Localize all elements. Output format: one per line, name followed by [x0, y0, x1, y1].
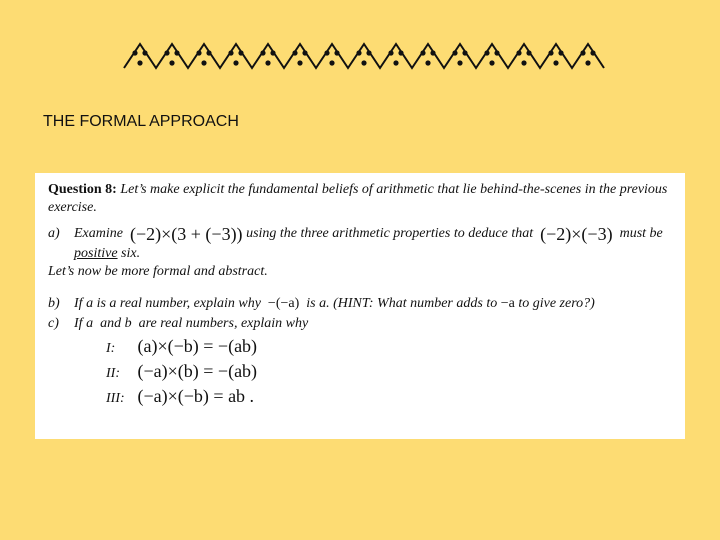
zigzag-dot: [164, 50, 169, 55]
part-a-text1: Examine: [74, 226, 123, 241]
part-b-expr2: −a: [500, 296, 515, 311]
question-intro-text: Let’s make explicit the fundamental beliefs of arithmetic that lie behind-the-scenes in the previous exercise.: [48, 182, 668, 215]
zigzag-dot: [334, 50, 339, 55]
part-c-var1: a: [86, 316, 94, 331]
part-b-label: b): [48, 296, 60, 311]
part-c-text3: are real numbers, explain why: [138, 316, 309, 331]
zigzag-dot: [452, 50, 457, 55]
part-b: [48, 295, 673, 313]
zigzag-dot: [516, 50, 521, 55]
part-a-label: a): [48, 226, 60, 241]
part-b-text4: . (HINT: What number adds to: [326, 296, 498, 311]
zigzag-dot: [393, 60, 398, 65]
zigzag-dot: [238, 50, 243, 55]
zigzag-dot: [265, 60, 270, 65]
zigzag-dot: [292, 50, 297, 55]
part-a-expr1: (−2)×(3 + (−3)): [129, 224, 243, 244]
zigzag-dot: [228, 50, 233, 55]
zigzag-dot: [521, 60, 526, 65]
question-title: Question 8:: [48, 182, 117, 197]
part-c-label: c): [48, 316, 59, 331]
zigzag-dot: [585, 60, 590, 65]
part-b-text5: to give zero?): [518, 296, 595, 311]
part-c-item-number: II:: [106, 366, 120, 381]
part-b-var2: a: [319, 296, 327, 311]
zigzag-dot: [430, 50, 435, 55]
part-c-item-expr: (−a)×(−b) = ab .: [137, 386, 255, 406]
zigzag-dot: [425, 60, 430, 65]
part-a-text2: using the three arithmetic properties to deduce that: [246, 226, 534, 241]
zigzag-dot: [297, 60, 302, 65]
zigzag-dot: [302, 50, 307, 55]
zigzag-dot: [260, 50, 265, 55]
zigzag-dot: [489, 60, 494, 65]
zigzag-dot: [329, 60, 334, 65]
zigzag-dot: [356, 50, 361, 55]
zigzag-dot: [484, 50, 489, 55]
part-c-text1: If: [74, 316, 83, 331]
question-panel: [35, 173, 685, 439]
zigzag-dot: [361, 60, 366, 65]
part-c: [48, 315, 673, 408]
zigzag-dot: [233, 60, 238, 65]
zigzag-dot: [137, 60, 142, 65]
zigzag-dot: [558, 50, 563, 55]
zigzag-dot: [201, 60, 206, 65]
part-c-item: [48, 362, 673, 383]
zigzag-dot: [174, 50, 179, 55]
zigzag-dot: [398, 50, 403, 55]
zigzag-dot: [270, 50, 275, 55]
zigzag-dot: [553, 60, 558, 65]
zigzag-dot: [132, 50, 137, 55]
zigzag-dot: [494, 50, 499, 55]
question-intro: [48, 181, 673, 217]
zigzag-dots-border: [118, 38, 614, 74]
zigzag-dot: [580, 50, 585, 55]
part-b-text2: is a real number, explain why: [96, 296, 261, 311]
zigzag-dot: [420, 50, 425, 55]
part-b-expr: −(−a): [267, 296, 300, 311]
zigzag-dot: [590, 50, 595, 55]
part-a-text3: must be: [619, 226, 663, 241]
part-a-text4: six.: [121, 246, 141, 261]
part-c-var2: b: [124, 316, 132, 331]
zigzag-dot: [366, 50, 371, 55]
zigzag-dot: [526, 50, 531, 55]
part-b-var1: a: [86, 296, 94, 311]
zigzag-dot: [206, 50, 211, 55]
zigzag-dot: [548, 50, 553, 55]
transition-text: Let’s now be more formal and abstract.: [48, 264, 268, 279]
zigzag-dot: [388, 50, 393, 55]
part-c-item-number: I:: [106, 341, 116, 356]
part-c-item-expr: (−a)×(b) = −(ab): [137, 361, 258, 381]
part-a-expr2: (−2)×(−3): [540, 224, 613, 244]
zigzag-dot: [196, 50, 201, 55]
part-a-emph: positive: [74, 246, 118, 261]
part-c-item: [48, 337, 673, 358]
part-a: [48, 225, 673, 263]
part-c-item-number: III:: [106, 391, 125, 406]
part-b-text3: is: [306, 296, 316, 311]
part-c-item-expr: (a)×(−b) = −(ab): [137, 336, 258, 356]
zigzag-dot: [142, 50, 147, 55]
zigzag-dot: [324, 50, 329, 55]
zigzag-dot: [169, 60, 174, 65]
zigzag-dot: [462, 50, 467, 55]
part-b-text1: If: [74, 296, 83, 311]
part-c-text2: and: [100, 316, 122, 331]
part-c-item: [48, 387, 673, 408]
section-heading: THE FORMAL APPROACH: [43, 113, 239, 130]
zigzag-dot: [457, 60, 462, 65]
